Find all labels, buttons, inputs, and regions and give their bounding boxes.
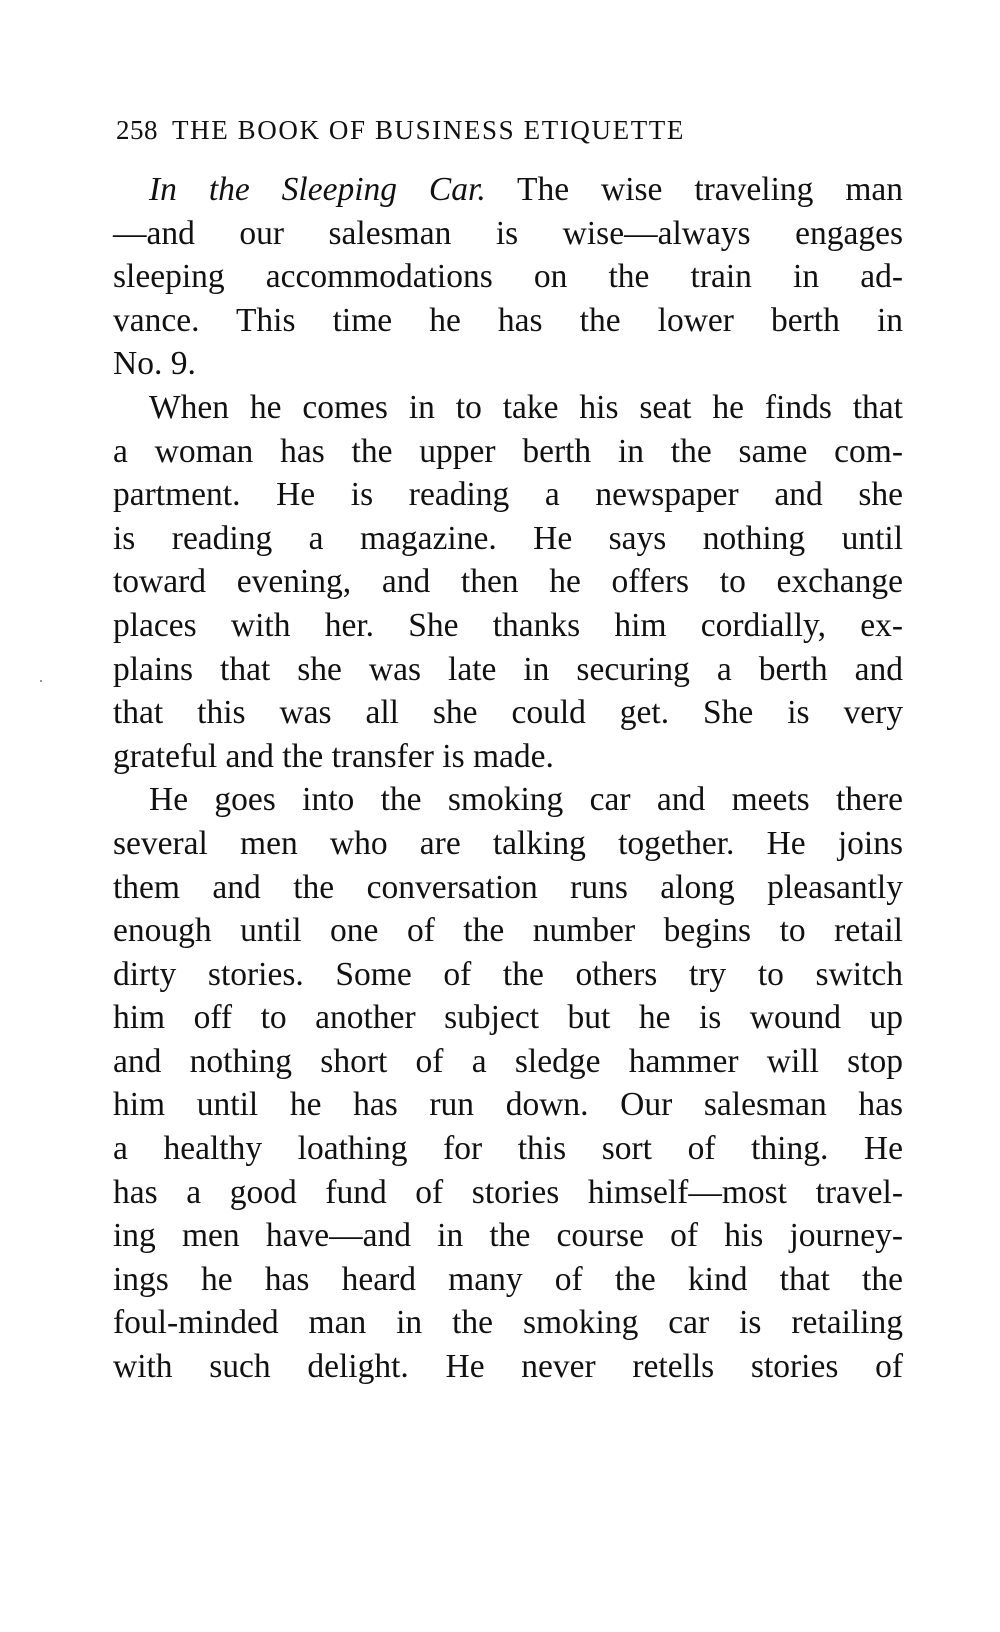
text-line: them and the conversation runs along pleasantly [113, 868, 903, 906]
running-title: THE BOOK OF BUSINESS ETIQUETTE [172, 115, 685, 145]
section-heading: In the Sleeping Car. [149, 171, 486, 208]
text-line: and nothing short of a sledge hammer will stop [113, 1042, 903, 1080]
text-line: a healthy loathing for this sort of thing. He [113, 1130, 903, 1168]
running-head [116, 110, 886, 150]
text-line: with such delight. He never retells stories of [113, 1348, 903, 1386]
text-line: that this was all she could get. She is very [113, 694, 903, 732]
text-line: several men who are talking together. He joins [113, 824, 903, 862]
text-line: When he comes in to take his seat he finds that [149, 388, 903, 426]
text-line: No. 9. [113, 345, 196, 383]
text-line: sleeping accommodations on the train in ad- [113, 258, 903, 296]
text-line: is reading a magazine. He says nothing until [113, 519, 903, 557]
text-line: vance. This time he has the lower berth in [113, 301, 903, 339]
text-line: dirty stories. Some of the others try to switch [113, 955, 903, 993]
text-line: toward evening, and then he offers to exchange [113, 563, 903, 601]
text-line: a woman has the upper berth in the same com- [113, 432, 903, 470]
text-line: ing men have—and in the course of his journey- [113, 1217, 903, 1255]
text-line: places with her. She thanks him cordially, ex- [113, 606, 903, 644]
page-number: 258 [116, 115, 158, 145]
text-line: In the Sleeping Car. The wise traveling man [149, 171, 903, 208]
paragraph-sleeping-car [113, 168, 903, 386]
text-line: him off to another subject but he is wound up [113, 999, 903, 1037]
text-line: has a good fund of stories himself—most travel- [113, 1173, 903, 1211]
body-text [113, 168, 903, 1389]
text-line: grateful and the transfer is made. [113, 737, 554, 775]
text-line: partment. He is reading a newspaper and she [113, 476, 903, 514]
text-line: him until he has run down. Our salesman has [113, 1086, 903, 1124]
text-line: plains that she was late in securing a berth and [113, 650, 903, 688]
text-line: —and our salesman is wise—always engages [113, 214, 903, 252]
text-line: enough until one of the number begins to retail [113, 912, 903, 950]
paragraph-smoking-car [113, 778, 903, 1388]
text-line: foul-minded man in the smoking car is retailing [113, 1304, 903, 1342]
print-speck [40, 680, 42, 682]
paragraph-berth-exchange [113, 386, 903, 778]
text-line: ings he has heard many of the kind that the [113, 1260, 903, 1298]
text-line: He goes into the smoking car and meets there [149, 781, 903, 819]
